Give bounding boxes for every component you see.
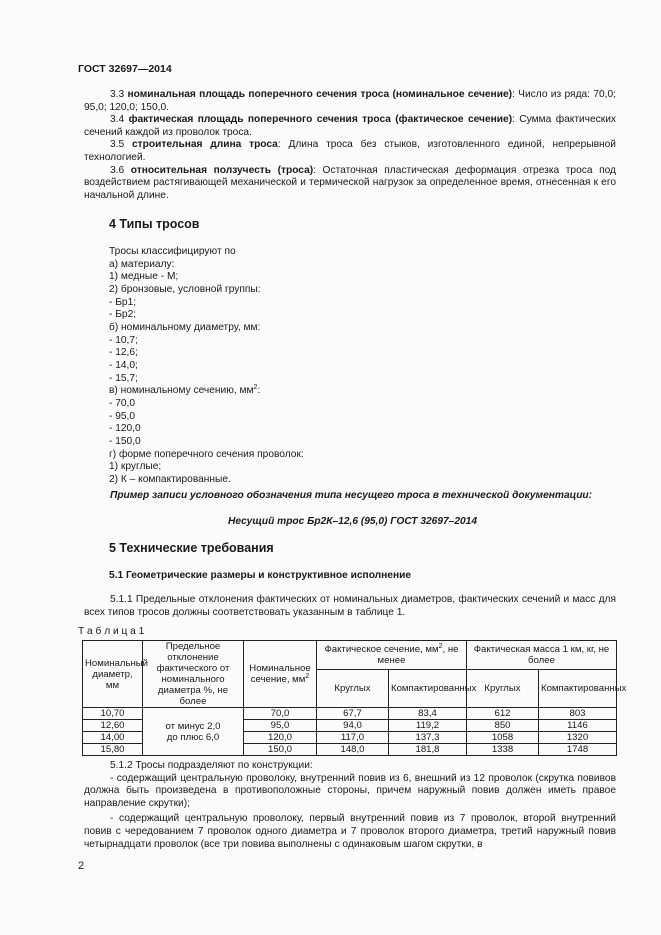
- paragraph-5-1-1: 5.1.1 Предельные отклонения фактических от номинальных диаметров, фактических сечений и масс для всех типов тросов должны соответствовать указанным в таблице 1.: [84, 594, 616, 618]
- cell-diameter: 14,00: [83, 732, 143, 744]
- list-line: - 15,7;: [109, 372, 138, 384]
- list-line: - Бр2;: [109, 309, 137, 321]
- cell-diameter: 15,80: [83, 744, 143, 756]
- subheader-compact: Компактированных: [539, 669, 617, 707]
- cell-mass-round: 612: [467, 708, 539, 720]
- definition-3-6: [84, 165, 616, 203]
- example-label: Пример записи условного обозначения типа несущего троса в технической документации:: [110, 490, 593, 501]
- header-text: , не менее: [377, 643, 459, 666]
- subheader-round: Круглых: [467, 669, 539, 707]
- cell-section-compact: 83,4: [389, 708, 467, 720]
- header-nominal-diameter: Номинальный диаметр, мм: [83, 641, 143, 708]
- cell-section-compact: 137,3: [389, 732, 467, 744]
- construction-type-a: - содержащий центральную проволоку, внутренний повив из 6, внешний из 12 проволок (скрутка повивов должна быть произведена в противоположные стороны, причем наружный повив должен иметь правое направление скрутки);: [84, 772, 616, 809]
- cell-mass-round: 1338: [467, 744, 539, 756]
- list-line-colon: :: [257, 385, 261, 397]
- list-line: - 14,0;: [109, 359, 138, 371]
- superscript: 2: [305, 673, 310, 680]
- cell-mass-compact: 1146: [539, 720, 617, 732]
- header-actual-section: [317, 641, 467, 670]
- definition-term: номинальная площадь поперечного сечения троса (номинальное сечение): [127, 89, 513, 100]
- definitions-block: [84, 89, 616, 202]
- document-code-header: ГОСТ 32697—2014: [78, 63, 172, 75]
- cell-nominal-section: 70,0: [244, 708, 317, 720]
- cell-deviation: [143, 708, 244, 756]
- definition-3-3: [84, 89, 616, 114]
- definition-number: 3.6: [110, 164, 125, 176]
- cell-diameter: 10,70: [83, 708, 143, 720]
- deviation-line: от минус 2,0: [165, 720, 221, 732]
- definition-text: : Остаточная пластическая деформация отрезка троса под воздействием растягивающей механической и термической нагрузок за определенное время, отнесенная к его начальной длине.: [84, 164, 616, 201]
- subheader-round: Круглых: [317, 669, 389, 707]
- example-designation: Несущий трос Бр2К–12,6 (95,0) ГОСТ 32697–2014: [228, 516, 478, 527]
- cell-mass-compact: 803: [539, 708, 617, 720]
- list-line: 1) медные - М;: [109, 271, 179, 283]
- cell-section-round: 94,0: [317, 720, 389, 732]
- table-caption: Т а б л и ц а 1: [78, 626, 145, 637]
- list-line: - 95,0: [109, 410, 136, 422]
- header-nominal-section: [244, 641, 317, 708]
- header-text: Номинальное сечение, мм: [249, 663, 311, 685]
- construction-type-b: - содержащий центральную проволоку, первый внутренний повив из 7 проволок, второй внутренний повив с чередованием 7 проволок одного диаметра и 7 проволок второго диаметра, третий наружный повив четырнадцати проволок (все три повива выполнены с одинаковым шагом скрутки, в: [84, 813, 616, 850]
- superscript: 2: [253, 384, 258, 392]
- list-line: [109, 385, 304, 398]
- cell-section-round: 148,0: [317, 744, 389, 756]
- cell-mass-compact: 1748: [539, 744, 617, 756]
- list-line: б) номинальному диаметру, мм:: [109, 321, 261, 333]
- section-5-title: 5 Технические требования: [109, 541, 274, 555]
- list-line: г) форме поперечного сечения проволок:: [109, 448, 304, 460]
- cell-section-compact: 119,2: [389, 720, 467, 732]
- definition-number: 3.5: [110, 139, 125, 151]
- cell-diameter: 12,60: [83, 720, 143, 732]
- cell-nominal-section: 150,0: [244, 744, 317, 756]
- cell-section-round: 117,0: [317, 732, 389, 744]
- subsection-5-1-title: 5.1 Геометрические размеры и конструктивное исполнение: [109, 570, 412, 581]
- construction-block: [84, 760, 616, 851]
- list-line: Тросы классифицируют по: [109, 246, 236, 257]
- deviation-line: до плюс 6,0: [166, 731, 220, 743]
- definition-term: строительная длина троса: [131, 139, 278, 151]
- table-row: [83, 708, 617, 720]
- table-header-row: [83, 641, 617, 670]
- subheader-compact: Компактированных: [389, 669, 467, 707]
- list-line: - 120,0: [109, 423, 141, 435]
- list-line: - 10,7;: [109, 334, 138, 346]
- list-line: - Бр1;: [109, 296, 137, 308]
- table-1: [82, 640, 627, 756]
- cell-section-compact: 181,8: [389, 744, 467, 756]
- list-line: - 150,0: [109, 435, 141, 447]
- list-line: 1) круглые;: [109, 461, 162, 473]
- list-line: - 70,0: [109, 397, 136, 409]
- definition-3-4: [84, 114, 616, 139]
- classification-list: [109, 246, 304, 486]
- cell-mass-round: 850: [467, 720, 539, 732]
- cell-section-round: 67,7: [317, 708, 389, 720]
- superscript: 2: [438, 642, 443, 650]
- definition-term: относительная ползучесть (троса): [130, 164, 314, 176]
- definition-text: : Сумма фактических сечений каждой из проволок троса.: [84, 114, 616, 138]
- cell-mass-compact: 1320: [539, 732, 617, 744]
- header-deviation: Предельное отклонение фактического от номинального диаметра %, не более: [143, 641, 244, 708]
- header-text: Фактическое сечение, мм: [324, 643, 439, 655]
- cell-mass-round: 1058: [467, 732, 539, 744]
- definition-term: фактическая площадь поперечного сечения троса (фактическое сечение): [128, 114, 513, 126]
- cell-nominal-section: 95,0: [244, 720, 317, 732]
- page-number: 2: [78, 860, 85, 872]
- definition-text: : Длина троса без стыков, изготовленного единой, непрерывной технологией.: [84, 139, 616, 163]
- list-line-text: в) номинальному сечению, мм: [109, 385, 254, 397]
- paragraph-5-1-2: 5.1.2 Тросы подразделяют по конструкции:: [110, 760, 313, 771]
- list-line: - 12,6;: [109, 347, 138, 359]
- cell-nominal-section: 120,0: [244, 732, 317, 744]
- list-line: 2) бронзовые, условной группы:: [109, 283, 261, 295]
- header-actual-mass: Фактическая масса 1 км, кг, не более: [467, 641, 617, 670]
- definition-text: : Число из ряда: 70,0; 95,0; 120,0; 150,0.: [84, 89, 616, 113]
- definition-number: 3.3: [110, 89, 125, 100]
- list-line: а) материалу:: [109, 258, 175, 270]
- list-line: 2) К – компактированные.: [109, 473, 231, 485]
- definition-number: 3.4: [110, 114, 125, 126]
- definition-3-5: [84, 139, 616, 164]
- section-4-title: 4 Типы тросов: [109, 217, 200, 231]
